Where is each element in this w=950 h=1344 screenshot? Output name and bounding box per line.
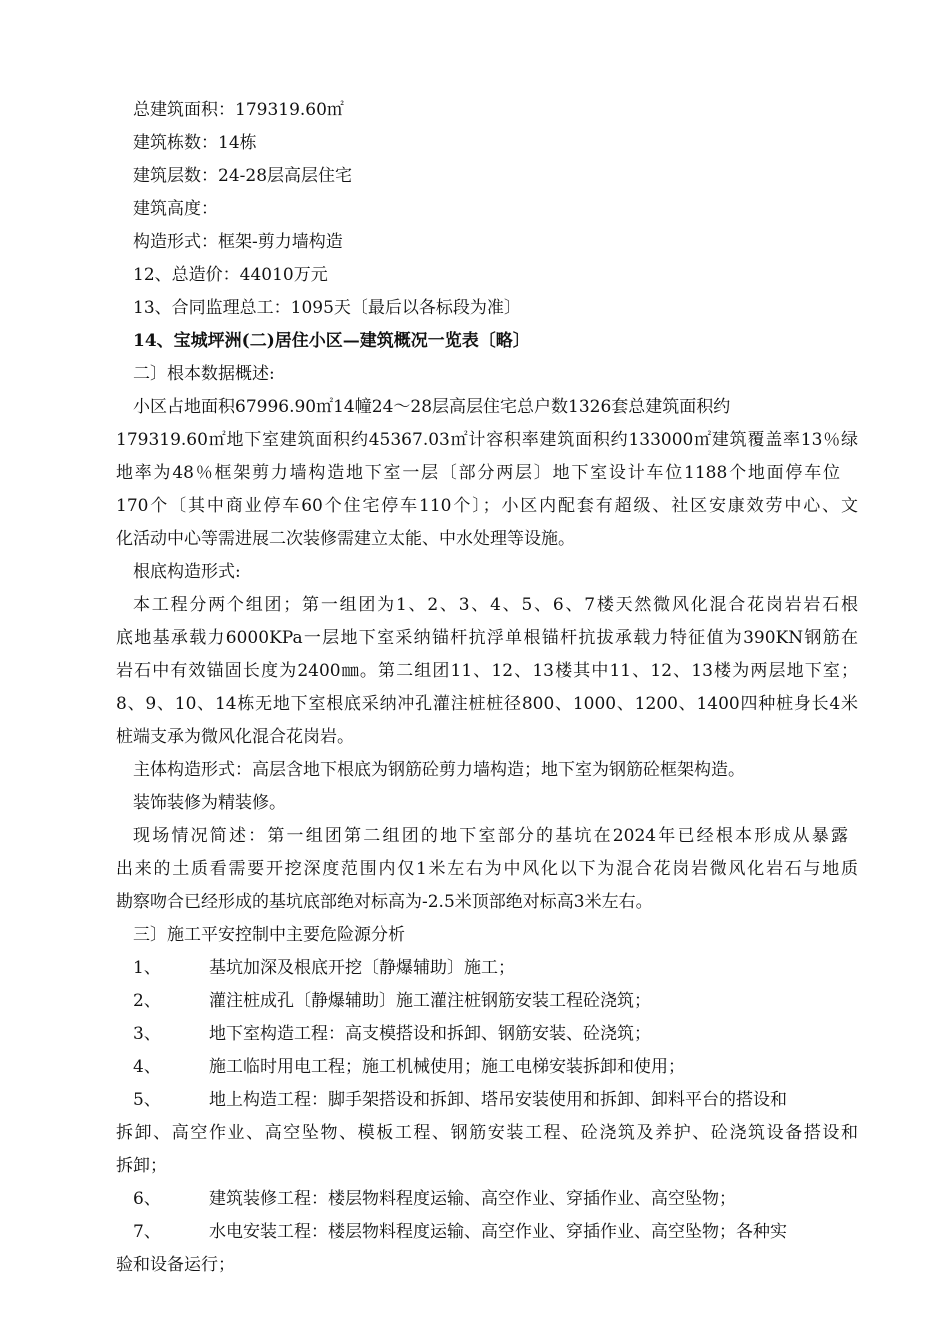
hazard-item-text: 水电安装工程：楼层物料程度运输、高空作业、穿插作业、高空坠物；各种实: [209, 1222, 787, 1242]
total-cost-line: 12、总造价：44010万元: [133, 265, 328, 285]
hazard-item-number: 5、: [133, 1090, 161, 1110]
hazard-item-continuation: 拆卸、高空作业、高空坠物、模板工程、钢筋安装工程、砼浇筑及养护、砼浇筑设备搭设和: [116, 1123, 858, 1143]
building-floors-line: 建筑层数：24-28层高层住宅: [133, 166, 353, 186]
hazard-item: [133, 1220, 787, 1244]
foundation-line-5: 桩端支承为微风化混合花岗岩。: [116, 727, 354, 747]
site-status-line-2: 出来的土质看需要开挖深度范围内仅1米左右为中风化以下为混合花岗岩微风化岩石与地质: [116, 859, 858, 879]
hazard-item: [133, 1055, 685, 1079]
total-area-line: 总建筑面积：179319.60㎡: [133, 100, 344, 120]
foundation-line-4: 8、9、10、14栋无地下室根底采纳冲孔灌注桩桩径800、1000、1200、1400四种桩身长4米: [116, 694, 858, 714]
hazard-item-text: 灌注桩成孔〔静爆辅助〕施工灌注桩钢筋安装工程砼浇筑；: [209, 991, 651, 1011]
hazard-item: [133, 1022, 651, 1046]
building-count-line: 建筑栋数：14栋: [133, 133, 257, 153]
hazard-item-number: 4、: [133, 1057, 161, 1077]
section-2-line-1: 小区占地面积67996.90㎡14幢24～28层高层住宅总户数1326套总建筑面积约: [133, 397, 731, 417]
section-2-line-3: 地率为48％框架剪力墙构造地下室一层〔部分两层〕地下室设计车位1188个地面停车位: [116, 463, 840, 483]
contract-duration-line: 13、合同监理总工：1095天〔最后以各标段为准〕: [133, 298, 521, 318]
hazard-item: [133, 1187, 736, 1211]
hazard-item-continuation: 验和设备运行；: [116, 1255, 235, 1275]
section-2-line-5: 化活动中心等需进展二次装修需建立太能、中水处理等设施。: [116, 529, 575, 549]
foundation-line-2: 底地基承载力6000KPa一层地下室采纳锚杆抗浮单根锚杆抗拔承载力特征值为390KN钢筋在: [116, 628, 858, 648]
section-2-line-2: 179319.60㎡地下室建筑面积约45367.03㎡计容积率建筑面积约133000㎡建筑覆盖率13％绿: [116, 430, 858, 450]
foundation-line-3: 岩石中有效锚固长度为2400㎜。第二组团11、12、13楼其中11、12、13楼为两层地下室；: [116, 661, 858, 681]
decoration-line: 装饰装修为精装修。: [133, 793, 286, 813]
main-structure-line: 主体构造形式：高层含地下根底为钢筋砼剪力墙构造；地下室为钢筋砼框架构造。: [133, 760, 745, 780]
hazard-item-text: 建筑装修工程：楼层物料程度运输、高空作业、穿插作业、高空坠物；: [209, 1189, 736, 1209]
hazard-item-text: 基坑加深及根底开挖〔静爆辅助〕施工；: [209, 958, 515, 978]
hazard-item-continuation: 拆卸；: [116, 1156, 167, 1176]
section-3-heading: 三〕施工平安控制中主要危险源分析: [133, 925, 405, 945]
site-status-line-1: 现场情况简述：第一组团第二组团的地下室部分的基坑在2024年已经根本形成从暴露: [133, 826, 848, 846]
foundation-line-1: 本工程分两个组团；第一组团为1、2、3、4、5、6、7楼天然微风化混合花岗岩岩石根: [133, 595, 858, 615]
building-height-line: 建筑高度：: [133, 199, 218, 219]
hazard-item: [133, 1088, 787, 1112]
hazard-item-text: 地上构造工程：脚手架搭设和拆卸、塔吊安装使用和拆卸、卸料平台的搭设和: [209, 1090, 787, 1110]
hazard-item-number: 3、: [133, 1024, 161, 1044]
structure-form-line: 构造形式：框架-剪力墙构造: [133, 232, 343, 252]
hazard-item-number: 6、: [133, 1189, 161, 1209]
section-2-heading: 二〕根本数据概述:: [133, 364, 275, 384]
hazard-item-number: 2、: [133, 991, 161, 1011]
foundation-heading: 根底构造形式:: [133, 562, 241, 582]
hazard-item: [133, 956, 515, 980]
hazard-item-number: 7、: [133, 1222, 161, 1242]
hazard-item: [133, 989, 651, 1013]
hazard-item-text: 地下室构造工程：高支模搭设和拆卸、钢筋安装、砼浇筑；: [209, 1024, 651, 1044]
section-14-heading: 14、宝城坪洲(二)居住小区—建筑概况一览表〔略〕: [133, 331, 530, 351]
hazard-item-number: 1、: [133, 958, 161, 978]
section-2-line-4: 170个〔其中商业停车60个住宅停车110个〕；小区内配套有超级、社区安康效劳中心、文: [116, 496, 858, 516]
hazard-item-text: 施工临时用电工程；施工机械使用；施工电梯安装拆卸和使用；: [209, 1057, 685, 1077]
site-status-line-3: 勘察吻合已经形成的基坑底部绝对标高为-2.5米顶部绝对标高3米左右。: [116, 892, 653, 912]
